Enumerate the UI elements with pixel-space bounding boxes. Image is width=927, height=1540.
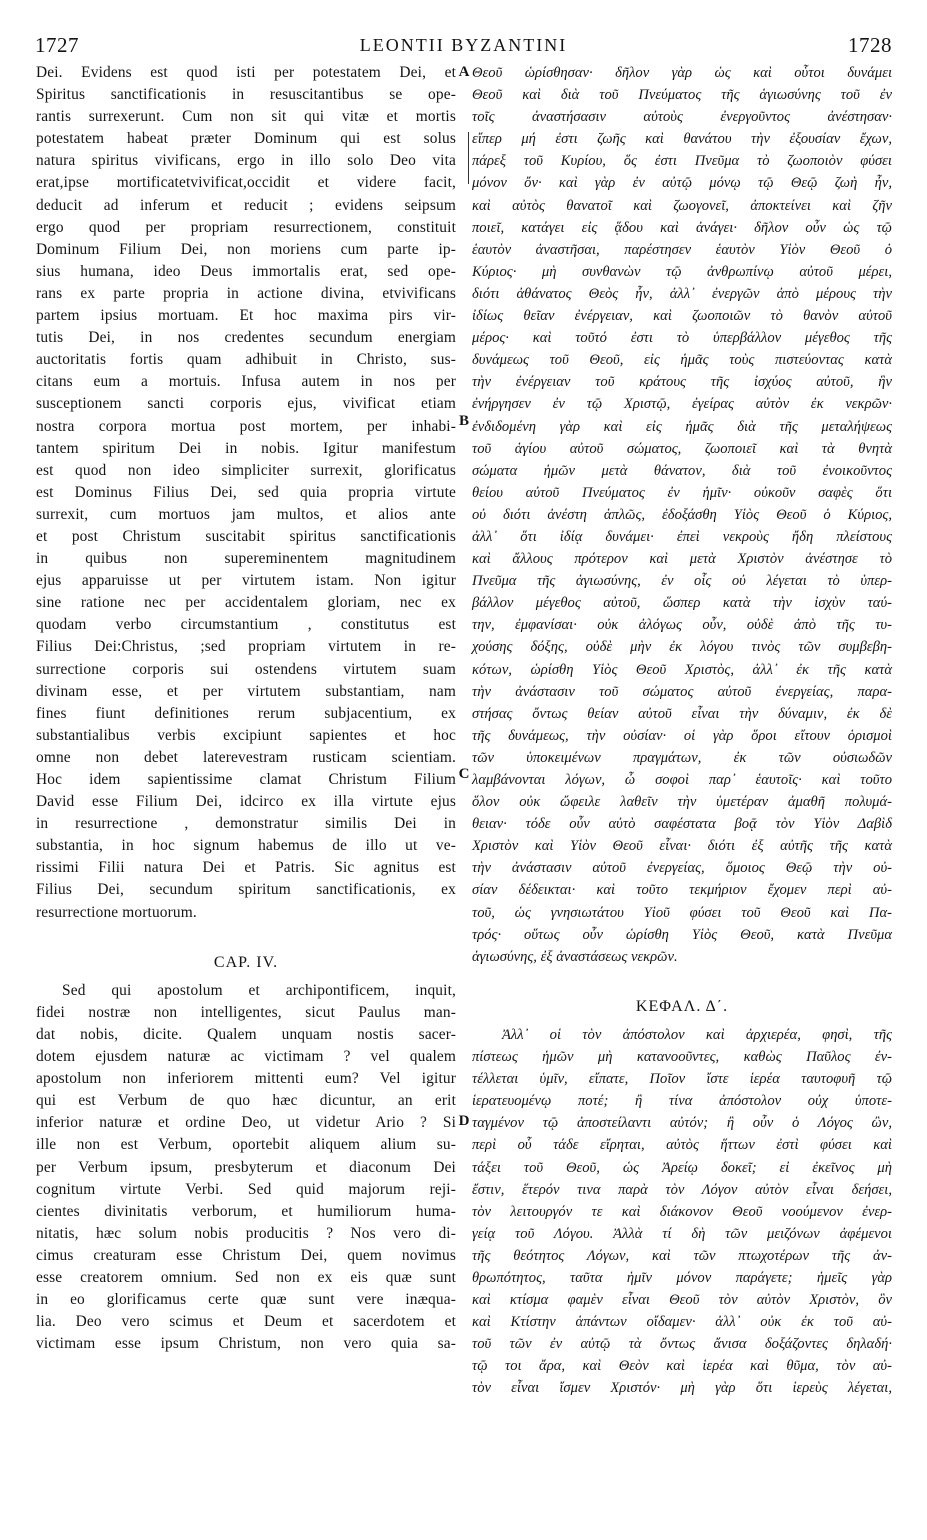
latin-text-line: rissimi Filii natura Dei et Patris. Sic agnitus est bbox=[36, 859, 456, 877]
latin-text-line: per Verbum ipsum, presbyterum et diaconum Dei bbox=[36, 1158, 456, 1176]
greek-text-line: διότι ἀθάνατος Θεὸς ἦν, ἀλλ᾽ ἐνεργῶν ἀπὸ μέρους τὴν bbox=[472, 285, 892, 302]
latin-text-line: victimam esse ipsum Christum, non vero quia sa- bbox=[36, 1335, 456, 1353]
greek-text-line: θειαν· τόδε οὖν αὐτὸ σαφέστατα βοᾷ τὸν Υἱὸν Δαβὶδ bbox=[472, 816, 892, 833]
greek-text-line: ἐνήργησεν ἐν τῷ Χριστῷ, ἐγείρας αὐτὸν ἐκ νεκρῶν· bbox=[472, 396, 892, 413]
greek-text-line: τὴν ἀνάστασιν τοῦ σώματος αὐτοῦ ἐνεργείας, παρα- bbox=[472, 683, 892, 700]
greek-text-line: τρός· οὕτως οὖν ὡρίσθη Υἱὸς Θεοῦ, κατὰ Πνεῦμα bbox=[472, 926, 892, 943]
greek-text-line: τὴν ἀνάστασιν αὐτοῦ ἐνεργείας, ὅμοιος Θεῷ τὴν οὐ- bbox=[472, 860, 892, 877]
greek-text-line: ὅλον οὐκ ὤφειλε λαθεῖν τὴν ὑμετέραν ἀμαθῆ πολυμά- bbox=[472, 794, 892, 811]
greek-text-line: τὴν ἐνέργειαν τοῦ κράτους τῆς ἰσχύος αὐτοῦ, ἣν bbox=[472, 374, 892, 391]
latin-chapter-heading: CAP. IV. bbox=[213, 953, 279, 971]
margin-bracket bbox=[468, 132, 469, 184]
greek-text-line: δυνάμεως τοῦ Θεοῦ, εἰς ἡμᾶς τοὺς πιστεύοντας κατὰ bbox=[472, 352, 892, 369]
greek-text-line: τῷ τοι ἄρα, καὶ Θεὸν καὶ ἱερέα καὶ θῦμα, τὸν αὐ- bbox=[472, 1358, 892, 1375]
greek-text-line: πίστεως ἡμῶν μὴ κατανοοῦντες, καθὼς Παῦλος ἐν- bbox=[472, 1049, 892, 1066]
latin-text-line: partem ipsius mortuam. Et hoc maxima pirs vir- bbox=[36, 307, 456, 325]
greek-text-line: σίαν δέδεικται· καὶ τοῦτο τεκμήριον ἔχομεν περὶ αὐ- bbox=[472, 882, 892, 899]
latin-text-line: auctoritatis fortis quam adhibuit in Christo, sus- bbox=[36, 351, 456, 369]
greek-text-line: την, ἐμφανίσαι· οὐκ ἀλόγως οὖν, οὐδὲ ἀπὸ τῆς τυ- bbox=[472, 617, 892, 634]
greek-column bbox=[472, 62, 892, 1400]
latin-text-line: cognitum virtute Verbi. Sed quid majorum reji- bbox=[36, 1180, 456, 1198]
greek-text-line: πάρεξ τοῦ Κυρίου, ὅς ἐστι Πνεῦμα τὸ ζωοποιὸν φύσει bbox=[472, 153, 892, 170]
greek-text-line: Χριστὸν καὶ Υἱὸν Θεοῦ εἶναι· διότι ἐξ αὐτῆς τῆς κατὰ bbox=[472, 838, 892, 855]
greek-text-line: θείου αὐτοῦ Πνεύματος ἐν ἡμῖν· οὐκοῦν σαφὲς ὅτι bbox=[472, 484, 892, 501]
greek-text-line: λαμβάνονται λόγων, ὦ σοφοὶ παρ᾽ ἑαυτοῖς· καὶ τοῦτο bbox=[472, 772, 892, 788]
latin-text-line: nitatis, hæc solum nobis producitis ? Nos vero di- bbox=[36, 1224, 456, 1242]
latin-text-line: fines fiunt definitiones rerum subjacentium, ex bbox=[36, 704, 456, 722]
latin-section-gap bbox=[36, 924, 456, 946]
greek-text-line: περὶ οὗ τάδε εἴρηται, αὐτὸς ἥττων ἐστὶ φύσει καὶ bbox=[472, 1137, 892, 1154]
latin-text-line: ille non est Verbum, oportebit aliquem alium su- bbox=[36, 1136, 456, 1154]
latin-text-line: esse creatorem omnium. Sed non ex eis quæ sunt bbox=[36, 1268, 456, 1286]
latin-text-line: Dominum Filium Dei, non moriens cum parte ip- bbox=[36, 240, 456, 258]
latin-text-line: potestatem habeat præter Dominum qui est solus bbox=[36, 130, 456, 148]
latin-text-line: est quod non ideo simpliciter surrexit, glorificatus bbox=[36, 461, 456, 479]
greek-text-line: τὸν λειτουργόν τε καὶ διάκονον Θεοῦ νοούμενον ἐνερ- bbox=[472, 1203, 892, 1220]
greek-text-line: θρωπότητος, ταῦτα ἡμῖν μόνον παράγετε; ἡμεῖς γὰρ bbox=[472, 1269, 892, 1286]
greek-text-line: τέλλεται ὑμῖν, εἴπατε, Ποῖον ἴστε ἱερέα ταυτοφυῆ τῷ bbox=[472, 1071, 892, 1088]
greek-text-line: ποιεῖ, κατάγει εἰς ᾅδου καὶ ἀνάγει· δῆλον οὖν ὡς τῷ bbox=[472, 219, 892, 236]
greek-text-line: σώματα ἡμῶν μετὰ θάνατον, διὰ τοῦ ἐνοικοῦντος bbox=[472, 462, 892, 479]
latin-text-line: erat,ipse mortificatetvivificat,occidit et videre facit, bbox=[36, 174, 456, 192]
latin-text-line: cientes divinitatis verborum, et humiliorum huma- bbox=[36, 1202, 456, 1220]
greek-text-line: μέρος· καὶ τοῦτό ἐστι τὸ ὑπερβάλλον μέγεθος τῆς bbox=[472, 330, 892, 347]
latin-text-line: apostolum non inferiorem mittenti eum? Vel igitur bbox=[36, 1070, 456, 1088]
margin-letter-a: A bbox=[458, 64, 470, 80]
latin-text-line: in quibus non supereminentem magnitudinem bbox=[36, 550, 456, 568]
latin-text-line: fidei nostræ non intelligentes, sicut Paulus man- bbox=[36, 1003, 456, 1021]
latin-text-line: Filius Dei:Christus, ;sed propriam virtutem in re- bbox=[36, 638, 456, 656]
greek-text-line: ταγμένον τῷ ἀποστείλαντι αὐτόν; ἢ οὖν ὁ Λόγος ὢν, bbox=[472, 1115, 892, 1132]
greek-chapter-heading: ΚΕΦΑΛ. Δ΄. bbox=[635, 997, 729, 1015]
latin-text-line: sine ratione nec per accidentalem gloriam, nec ex bbox=[36, 594, 456, 612]
greek-text-line: τῶν ὑποκειμένων πραγμάτων, ἐκ τῶν οὐσιωδῶν bbox=[472, 749, 892, 766]
latin-text-line: citans eum a mortuis. Infusa autem in nos per bbox=[36, 373, 456, 391]
greek-text-line: τοῦ, ὡς γνησιωτάτου Υἱοῦ φύσει τοῦ Θεοῦ καὶ Πα- bbox=[472, 904, 892, 921]
greek-text-line: βάλλον μέγεθος αὐτοῦ, ὥσπερ κατὰ τὴν ἰσχὺν ταύ- bbox=[472, 595, 892, 612]
greek-text-line: καὶ αὐτὸς θανατοῖ καὶ ζωογονεῖ, ἀποκτείνει καὶ ζῆν bbox=[472, 197, 892, 214]
latin-text-line: surrexit, cum mortuos jam multos, et alios ante bbox=[36, 505, 456, 523]
latin-text-line: lia. Deo vero scimus et Deum et sacerdotem et bbox=[36, 1313, 456, 1331]
latin-text-line: et post Christum suscitabit spiritus sanctificationis bbox=[36, 527, 456, 545]
latin-text-line: Hoc idem sapientissime clamat Christum Filium bbox=[36, 771, 456, 788]
greek-text-line: Κύριος· μὴ συνθανὼν τῷ ἀνθρωπίνῳ αὐτοῦ μέρει, bbox=[472, 263, 892, 280]
greek-text-line: Πνεῦμα τῆς ἁγιωσύνης, ἐν οἷς οὐ λέγεται τὸ ὑπερ- bbox=[472, 573, 892, 590]
greek-text-line: τάξει τοῦ Θεοῦ, ὡς Ἀρείῳ δοκεῖ; εἰ ἐκεῖνος μὴ bbox=[472, 1159, 892, 1176]
latin-text-line: natura spiritus vivificans, ergo in illo solo Deo vita bbox=[36, 152, 456, 170]
greek-text-line: ἔστιν, ἕτερόν τινα παρὰ τὸν Λόγον αὐτὸν εἶναι δεήσει, bbox=[472, 1181, 892, 1198]
greek-text-line: μόνον ὄν· καὶ γὰρ ἐν αὐτῷ μόνῳ τῷ Θεῷ ζωὴ ἦν, bbox=[472, 175, 892, 192]
latin-text-line: ergo quod per propriam resurrectionem, constituit bbox=[36, 218, 456, 236]
margin-letter-b: B bbox=[458, 413, 469, 429]
greek-text-line: καὶ Κτίστην ἁπάντων οἴδαμεν· ἀλλ᾽ οὐκ ἐκ τοῦ αὐ- bbox=[472, 1314, 892, 1331]
latin-text-line: quodam verbo circumstantium , constitutus est bbox=[36, 616, 456, 634]
latin-text-line: substantialibus verbis excipiunt sapientes et hoc bbox=[36, 726, 456, 744]
latin-text-line: surrectione corporis sui ostendens virtutem suam bbox=[36, 660, 456, 678]
latin-text-line: Filius Dei, secundum spiritum sanctificationis, ex bbox=[36, 881, 456, 899]
greek-text-line: τοῖς ἀναστήσασιν αὐτοὺς ἐνεργοῦντος ἀνέστησαν· bbox=[472, 109, 892, 126]
greek-text-line: ἐνδιδομένη γὰρ καὶ εἰς ἡμᾶς διὰ τῆς μεταλήψεως bbox=[472, 418, 892, 435]
latin-text-line: sius humana, ideo Deus immortalis erat, sed ope- bbox=[36, 262, 456, 280]
latin-text-line: ejus apparuisse ut per virtutem istam. Non igitur bbox=[36, 572, 456, 590]
running-title: LEONTII BYZANTINI bbox=[359, 35, 568, 55]
page-number-left: 1727 bbox=[35, 33, 79, 57]
latin-text-line: substantia, in hoc signum habemus de illo ut ve- bbox=[36, 837, 456, 855]
greek-text-line: ἁγιωσύνης, ἐξ ἀναστάσεως νεκρῶν. bbox=[472, 948, 678, 965]
greek-text-line: τῆς θεότητος Λόγων, καὶ τῶν πτωχοτέρων τῆς ἀν- bbox=[472, 1247, 892, 1264]
margin-letter-c: C bbox=[458, 766, 470, 782]
greek-text-line: ἑαυτὸν ἀναστῆσαι, παρέστησεν ἑαυτὸν Υἱὸν Θεοῦ ὁ bbox=[472, 241, 892, 258]
greek-text-line: γείᾳ τοῦ Λόγου. Ἀλλὰ τί δὴ τῶν μειζόνων ἀφέμενοι bbox=[472, 1225, 892, 1242]
latin-text-line: tutis Dei, in nos credentes secundum energiam bbox=[36, 329, 456, 347]
greek-text-line: καὶ ἄλλους πρότερον καὶ μετὰ Χριστὸν ἀνέστησε τὸ bbox=[472, 551, 892, 568]
latin-text-line: tantem spiritum Dei in nobis. Igitur manifestum bbox=[36, 439, 456, 457]
greek-text-line: ἱερατευομένῳ ποτέ; ἢ τίνα ἀπόστολον οὐχ ὑποτε- bbox=[472, 1093, 892, 1110]
latin-text-line: Spiritus sanctificationis in resuscitantibus se ope- bbox=[36, 86, 456, 104]
latin-text-line: Sed qui apostolum et archipontificem, inquit, bbox=[62, 981, 456, 999]
page-number-right: 1728 bbox=[848, 33, 892, 57]
latin-text-line: dotem ejusdem naturæ ac victimam ? vel qualem bbox=[36, 1048, 456, 1066]
latin-text-line: rantis surrexerunt. Cum non sit qui vitæ et mortis bbox=[36, 108, 456, 126]
latin-text-line: David esse Filium Dei, idcirco ex illa virtute ejus bbox=[36, 793, 456, 811]
latin-text-line: omne non debet laterevestram rusticam scientiam. bbox=[36, 748, 456, 766]
latin-text-line: rans ex parte propria in actione divina, etvivificans bbox=[36, 284, 456, 302]
latin-text-line: in eo glorificamus certe quæ sunt vere inæqua- bbox=[36, 1291, 456, 1309]
latin-text-line: cimus creaturam esse Christum Dei, quem novimus bbox=[36, 1246, 456, 1264]
greek-text-line: ἰδίως θεῖαν ἐνέργειαν, καὶ ζωοποιῶν τὸ θανὸν αὐτοῦ bbox=[472, 308, 892, 325]
greek-text-line: Θεοῦ καὶ διὰ τοῦ Πνεύματος τῆς ἁγιωσύνης τοῦ ἐν bbox=[472, 87, 892, 104]
latin-text-line: nostra corpora mortua post mortem, per inhabi- bbox=[36, 417, 456, 435]
latin-text-line: in resurrectione , demonstratur similis Dei in bbox=[36, 815, 456, 833]
greek-text-line: τοῦ τῶν ἐν αὐτῷ τὰ ὄντως ἄνισα δοξάζοντες δηλαδή· bbox=[472, 1336, 892, 1353]
page-header bbox=[35, 33, 892, 61]
latin-text-line: deducit ad inferum et reducit ; evidens seipsum bbox=[36, 196, 456, 214]
latin-text-line: susceptionem sancti corporis ejus, vivificat etiam bbox=[36, 395, 456, 413]
greek-text-line: κότων, ὡρίσθη Υἱὸς Θεοῦ Χριστὸς, ἀλλ᾽ ἐκ τῆς κατὰ bbox=[472, 661, 892, 678]
latin-text-line: Dei. Evidens est quod isti per potestatem Dei, et bbox=[36, 64, 456, 81]
latin-text-line: divinam esse, et per virtutem substantiam, nam bbox=[36, 682, 456, 700]
greek-text-line: καὶ κτίσμα φαμὲν εἶναι Θεοῦ τὸν αὐτὸν Χριστὸν, ὃν bbox=[472, 1292, 892, 1309]
greek-text-line: τοῦ ἁγίου αὐτοῦ σώματος, ζωοποιεῖ καὶ τὰ θνητὰ bbox=[472, 440, 892, 457]
latin-text-line: dat nobis, dicite. Qualem unquam nostis sacer- bbox=[36, 1025, 456, 1043]
latin-text-line: qui est Verbum de quo hæc dicuntur, an erit bbox=[36, 1092, 456, 1110]
greek-text-line: τῆς δυνάμεως, τὴν οὐσίαν· οἱ γὰρ ὅροι εἴτουν ὁρισμοὶ bbox=[472, 727, 892, 744]
latin-text-line: inferior naturæ et ordine Deo, ut videtur Ario ? Si bbox=[36, 1114, 456, 1132]
greek-text-line: στήσας ὄντως θείαν αὐτοῦ εἶναι τὴν δύναμιν, ἐκ δὲ bbox=[472, 705, 892, 722]
greek-text-line: ἀλλ᾽ ὅτι ἰδίᾳ δυνάμει· ἐπεὶ νεκροὺς ἤδη πλείστους bbox=[472, 528, 892, 545]
latin-text-line: est Dominus Filius Dei, sed quia propria virtute bbox=[36, 483, 456, 501]
margin-letter-d: D bbox=[458, 1113, 470, 1129]
greek-text-line: χούσης δόξης, οὐδὲ μὴν ἐκ λόγου τινὸς τῶν συμβεβη- bbox=[472, 639, 892, 656]
greek-text-line: οὐ διότι ἀνέστη ἁπλῶς, ἐδοξάσθη Υἱὸς Θεοῦ ὁ Κύριος, bbox=[472, 506, 892, 523]
greek-text-line: εἴπερ μή ἐστι ζωῆς καὶ θανάτου τὴν ἐξουσίαν ἔχων, bbox=[472, 131, 892, 148]
greek-text-line: Ἀλλ᾽ οἱ τὸν ἀπόστολον καὶ ἀρχιερέα, φησὶ, τῆς bbox=[502, 1026, 892, 1043]
latin-column bbox=[36, 62, 456, 1355]
latin-text-line: resurrectione mortuorum. bbox=[36, 903, 197, 921]
greek-section-gap bbox=[472, 968, 892, 990]
greek-text-line: Θεοῦ ὡρίσθησαν· δῆλον γὰρ ὡς καὶ οὗτοι δυνάμει bbox=[472, 65, 892, 81]
greek-text-line: τὸν εἶναι ἴσμεν Χριστόν· μὴ γὰρ ὅτι ἱερεὺς λέγεται, bbox=[472, 1380, 892, 1397]
